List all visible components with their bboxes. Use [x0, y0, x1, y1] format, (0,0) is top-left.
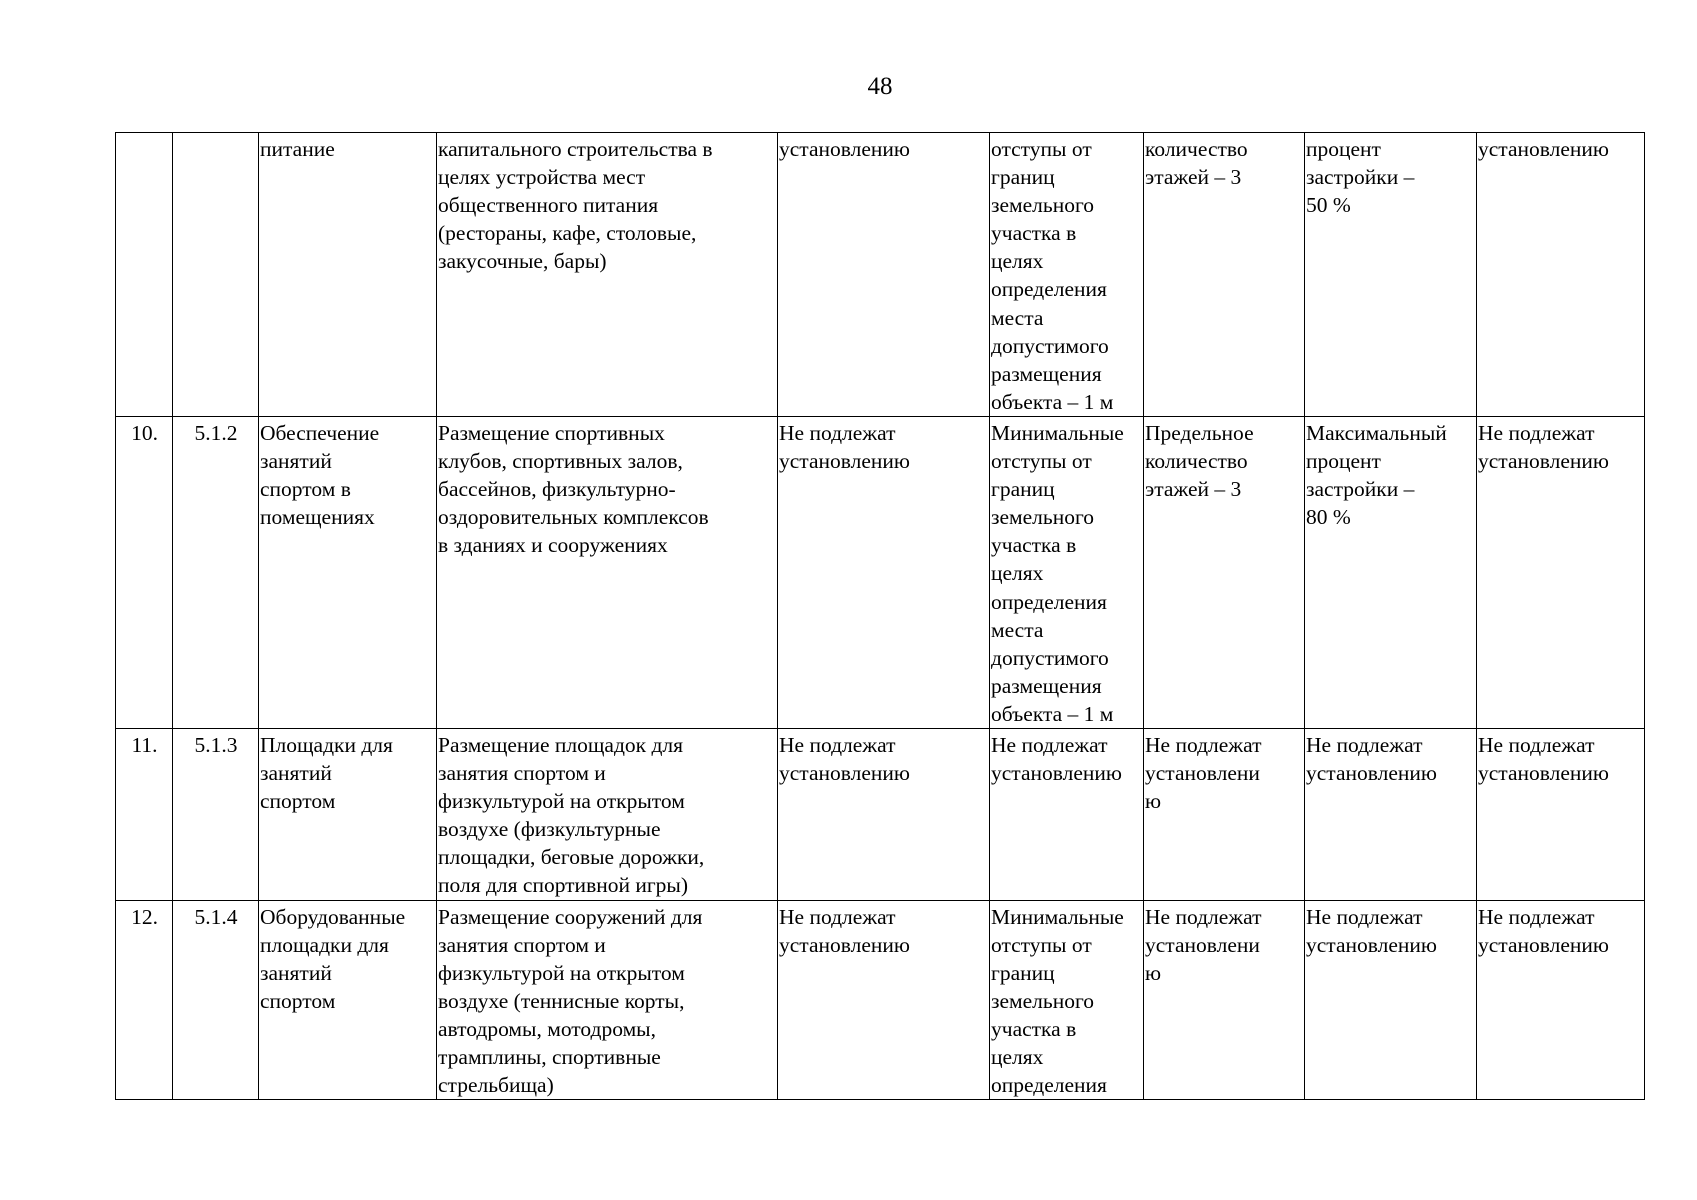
- row-code: [173, 133, 259, 417]
- cell-col9: Не подлежат установлению: [1477, 416, 1645, 728]
- table-row: [116, 416, 1645, 728]
- row-number: 12.: [116, 900, 173, 1100]
- row-code: 5.1.2: [173, 416, 259, 728]
- row-number: 11.: [116, 728, 173, 900]
- cell-col7: Не подлежат установлени ю: [1144, 900, 1305, 1100]
- cell-col9: установлению: [1477, 133, 1645, 417]
- page-number: 48: [867, 73, 893, 100]
- row-code: 5.1.3: [173, 728, 259, 900]
- cell-col8: Не подлежат установлению: [1305, 728, 1477, 900]
- use-name: питание: [259, 133, 437, 417]
- use-name: Обеспечение занятий спортом в помещениях: [259, 416, 437, 728]
- use-name: Оборудованные площадки для занятий спортом: [259, 900, 437, 1100]
- cell-col9: Не подлежат установлению: [1477, 728, 1645, 900]
- table-row: [116, 728, 1645, 900]
- use-description: Размещение спортивных клубов, спортивных залов, бассейнов, физкультурно- оздоровительных комплексов в зданиях и сооружениях: [437, 416, 778, 728]
- cell-col8: процент застройки – 50 %: [1305, 133, 1477, 417]
- table-row: [116, 900, 1645, 1100]
- cell-col7: Предельное количество этажей – 3: [1144, 416, 1305, 728]
- cell-col5: Не подлежат установлению: [778, 900, 990, 1100]
- row-code: 5.1.4: [173, 900, 259, 1100]
- cell-col9: Не подлежат установлению: [1477, 900, 1645, 1100]
- table-row: [116, 133, 1645, 417]
- cell-col5: Не подлежат установлению: [778, 728, 990, 900]
- use-name: Площадки для занятий спортом: [259, 728, 437, 900]
- use-description: Размещение площадок для занятия спортом и физкультурой на открытом воздухе (физкультурные площадки, беговые дорожки, поля для спортивной игры): [437, 728, 778, 900]
- row-number: [116, 133, 173, 417]
- cell-col6: Минимальные отступы от границ земельного участка в целях определения: [990, 900, 1144, 1100]
- cell-col6: Не подлежат установлению: [990, 728, 1144, 900]
- cell-col7: Не подлежат установлени ю: [1144, 728, 1305, 900]
- cell-col6: Минимальные отступы от границ земельного участка в целях определения места допустимого размещения объекта – 1 м: [990, 416, 1144, 728]
- land-use-regulations-table: [115, 132, 1645, 1100]
- cell-col5: установлению: [778, 133, 990, 417]
- row-number: 10.: [116, 416, 173, 728]
- cell-col8: Не подлежат установлению: [1305, 900, 1477, 1100]
- cell-col8: Максимальный процент застройки – 80 %: [1305, 416, 1477, 728]
- cell-col6: отступы от границ земельного участка в целях определения места допустимого размещения объекта – 1 м: [990, 133, 1144, 417]
- use-description: Размещение сооружений для занятия спортом и физкультурой на открытом воздухе (теннисные корты, автодромы, мотодромы, трамплины, спортивные стрельбища): [437, 900, 778, 1100]
- cell-col7: количество этажей – 3: [1144, 133, 1305, 417]
- use-description: капитального строительства в целях устройства мест общественного питания (рестораны, кафе, столовые, закусочные, бары): [437, 133, 778, 417]
- cell-col5: Не подлежат установлению: [778, 416, 990, 728]
